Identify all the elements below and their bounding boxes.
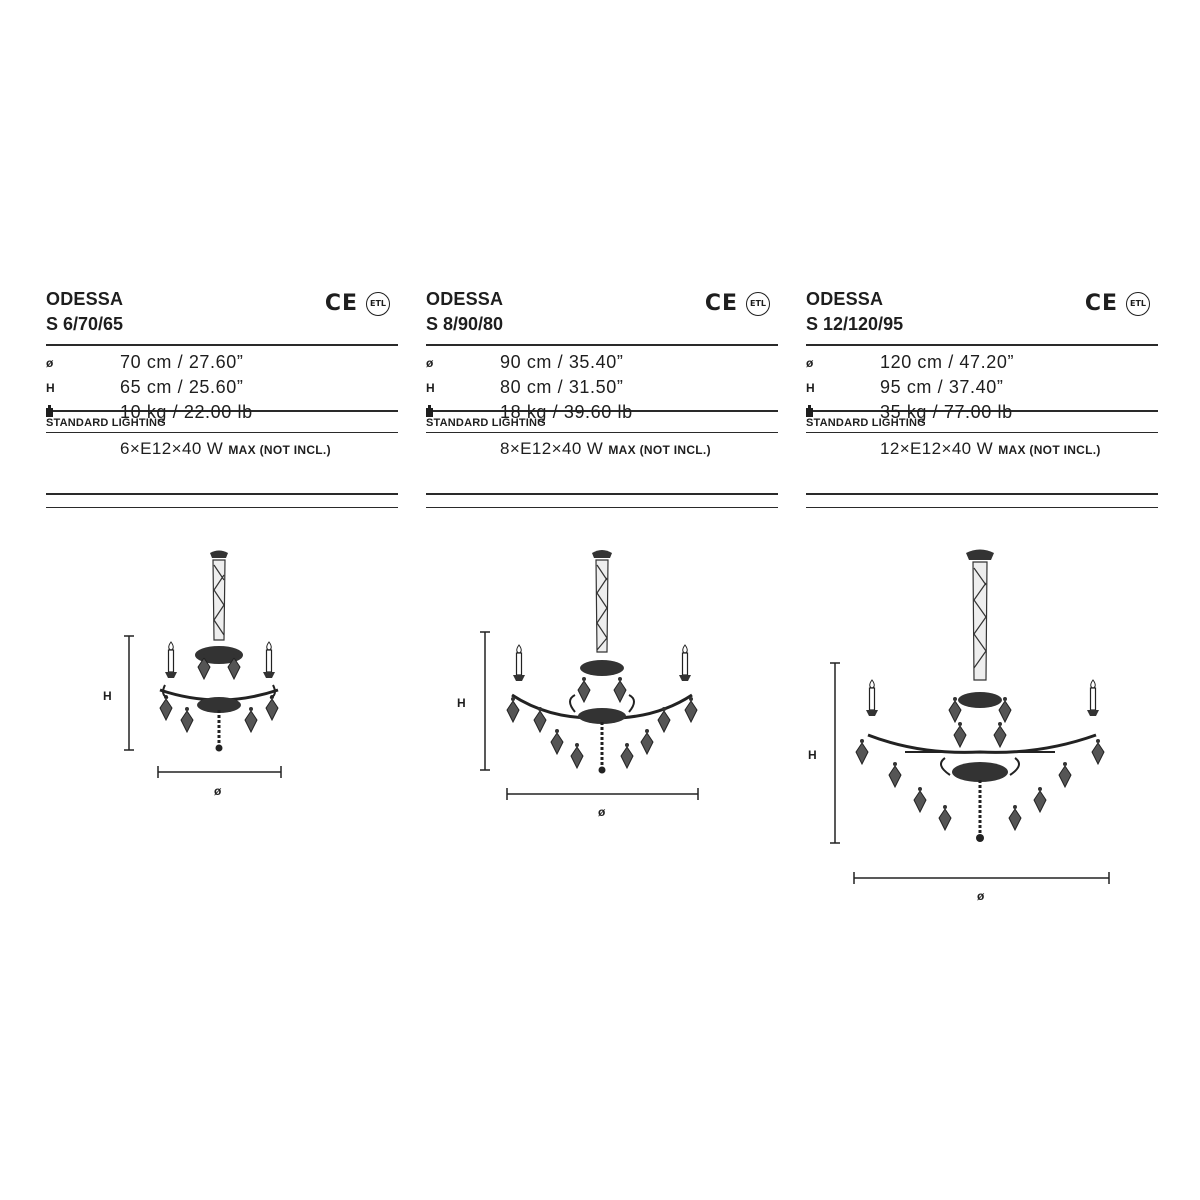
lamp-spec: 12×E12×40 W MAX (NOT INCL.) [880,439,1101,458]
etl-mark-icon: ETL [1126,292,1150,316]
diameter-value: 70 cm / 27.60” [120,352,244,372]
product-code: S 8/90/80 [426,314,504,334]
lamp-spec: 8×E12×40 W MAX (NOT INCL.) [500,439,711,458]
height-icon: H [46,381,55,395]
product-name: ODESSA [426,289,504,309]
height-dimension-label: H [103,689,112,703]
height-dimension-label: H [457,696,466,710]
lamp-spec-suffix: MAX (NOT INCL.) [608,443,711,457]
lighting-label: STANDARD LIGHTING [806,416,926,429]
etl-mark-icon: ETL [366,292,390,316]
height-icon: H [426,381,435,395]
diameter-dimension-label: ø [214,784,222,798]
diameter-dimension-label: ø [598,805,606,819]
ce-mark-icon: CE [324,291,358,316]
etl-mark-icon: ETL [746,292,770,316]
diameter-icon: ø [806,356,814,370]
height-value: 80 cm / 31.50” [500,377,624,397]
lamp-spec-suffix: MAX (NOT INCL.) [998,443,1101,457]
diameter-value: 90 cm / 35.40” [500,352,624,372]
chandelier-s12-drawing [808,550,1109,904]
height-value: 95 cm / 37.40” [880,377,1004,397]
diameter-icon: ø [426,356,434,370]
weight-value: 10 kg / 22.00 lb [120,402,253,422]
product-name: ODESSA [806,289,884,309]
diameter-icon: ø [46,356,54,370]
weight-value: 35 kg / 77.00 lb [880,402,1013,422]
ce-mark-icon: CE [1084,291,1118,316]
lamp-spec: 6×E12×40 W MAX (NOT INCL.) [120,439,331,458]
product-name: ODESSA [46,289,124,309]
product-code: S 12/120/95 [806,314,904,334]
ce-mark-icon: CE [704,291,738,316]
diameter-dimension-label: ø [977,889,985,903]
height-icon: H [806,381,815,395]
diameter-value: 120 cm / 47.20” [880,352,1015,372]
lighting-label: STANDARD LIGHTING [46,416,166,429]
chandelier-s8-drawing [457,550,698,819]
product-code: S 6/70/65 [46,314,124,334]
height-dimension-label: H [808,748,817,762]
weight-value: 18 kg / 39.60 lb [500,402,633,422]
height-value: 65 cm / 25.60” [120,377,244,397]
chandelier-s6-drawing [103,551,281,799]
lamp-spec-suffix: MAX (NOT INCL.) [228,443,331,457]
lighting-label: STANDARD LIGHTING [426,416,546,429]
